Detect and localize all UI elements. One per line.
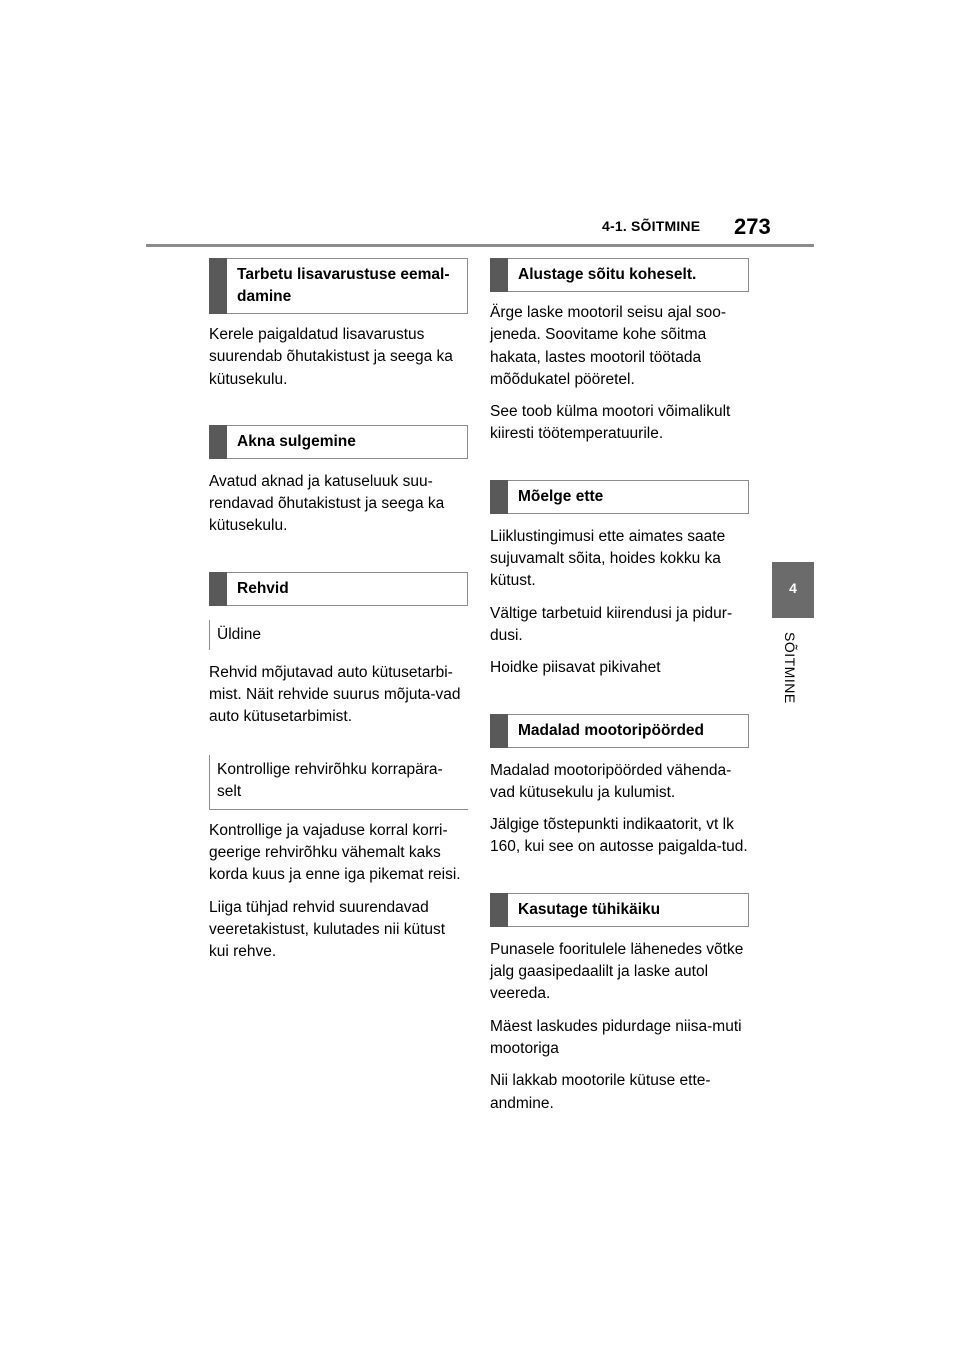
right-column (490, 258, 748, 1115)
chapter-tab-label: SÕITMINE (782, 632, 798, 704)
heading-remove-accessories: Tarbetu lisavarustuse eemal-damine (209, 258, 468, 314)
paragraph: Liiga tühjad rehvid suurendavad veeretakistust, kulutades nii kütust kui rehve. (209, 898, 446, 961)
chapter-tab-number: 4 (789, 580, 797, 596)
heading-close-windows: Akna sulgemine (209, 425, 468, 459)
header-divider (146, 244, 814, 247)
heading-low-rpm: Madalad mootoripöörded (490, 714, 749, 748)
paragraph: Kontrollige ja vajaduse korral korri-geerige rehvirõhku vähemalt kaks korda kuus ja enne iga pikemat reisi. (209, 821, 461, 884)
heading-start-driving: Alustage sõitu koheselt. (490, 258, 749, 292)
page-number: 273 (734, 214, 771, 239)
paragraph: Ärge laske mootoril seisu ajal soo-jeneda. Soovitame kohe sõitma hakata, lastes mootoril töötada mõõdukatel pööretel. (490, 304, 727, 388)
paragraph: Liiklustingimusi ette aimates saate sujuvamalt sõita, hoides kokku ka kütust. (490, 527, 726, 590)
left-column (209, 258, 467, 963)
paragraph: Avatud aknad ja katuseluuk suu-rendavad õhutakistust ja seega ka kütusekulu. (209, 472, 445, 535)
paragraph: Rehvid mõjutavad auto kütusetarbi-mist. Näit rehvide suurus mõjuta-vad auto kütusetarbimist. (209, 663, 461, 726)
heading-tyres: Rehvid (209, 572, 468, 606)
paragraph: Madalad mootoripöörded vähenda-vad kütusekulu ja kulumist. (490, 761, 732, 801)
section-title: 4-1. SÕITMINE (602, 218, 701, 234)
paragraph: Punasele fooritulele lähenedes võtke jalg gaasipedaalilt ja laske autol veereda. (490, 940, 744, 1003)
paragraph: Hoidke piisavat pikivahet (490, 659, 661, 677)
heading-use-idle: Kasutage tühikäiku (490, 893, 749, 927)
paragraph: Kerele paigaldatud lisavarustus suurendab õhutakistust ja seega ka kütusekulu. (209, 326, 453, 388)
heading-think-ahead: Mõelge ette (490, 480, 749, 514)
paragraph: Mäest laskudes pidurdage niisa-muti mootoriga (490, 1017, 742, 1057)
paragraph: Jälgige tõstepunkti indikaatorit, vt lk 160, kui see on autosse paigalda-tud. (490, 816, 748, 856)
paragraph: Nii lakkab mootorile kütuse ette-andmine. (490, 1072, 711, 1112)
paragraph: See toob külma mootori võimalikult kiiresti töötemperatuurile. (490, 403, 731, 443)
subheading-general: Üldine (209, 620, 468, 650)
subheading-check-pressure: Kontrollige rehvirõhku korrapära-selt (209, 755, 468, 810)
paragraph: Vältige tarbetuid kiirendusi ja pidur-dusi. (490, 604, 733, 644)
